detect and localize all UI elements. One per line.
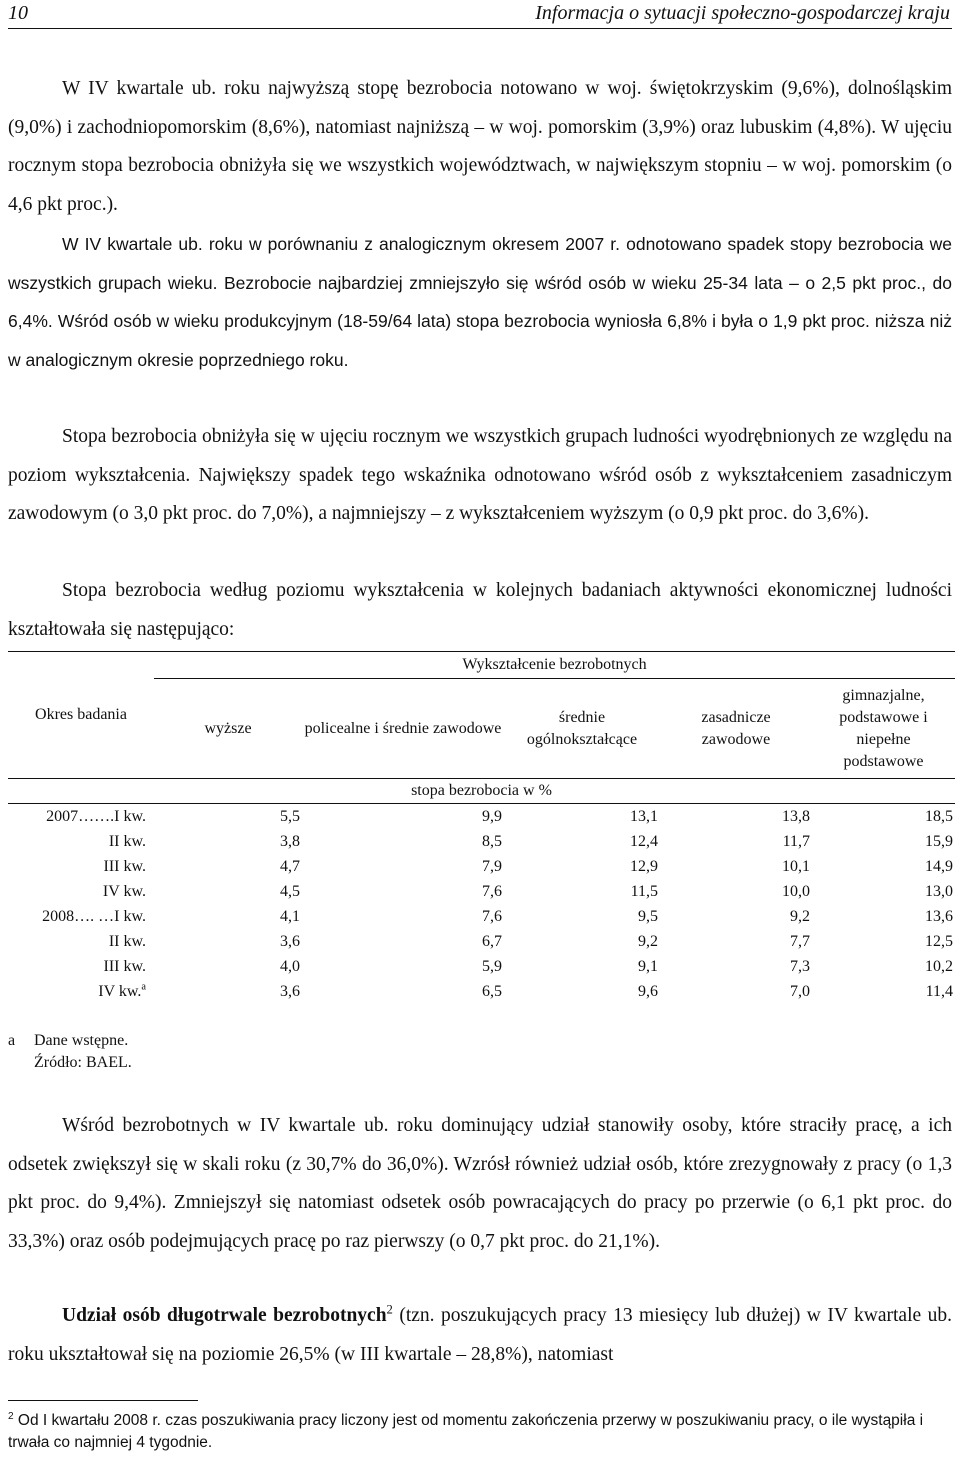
page-number: 10 [8, 2, 28, 24]
table-notes [8, 1030, 132, 1074]
table-row [8, 879, 955, 904]
footnote-mark: 2 [8, 1410, 14, 1422]
cell-value: 10,1 [782, 857, 810, 875]
row-period [8, 804, 154, 830]
note-mark: a [8, 1032, 16, 1049]
row-period [8, 904, 154, 929]
cell-value: 7,0 [790, 982, 810, 1000]
col-header-general-secondary: średnie ogólnokształcące [526, 708, 638, 748]
col-header-basic-vocational: zasadnicze zawodowe [701, 708, 771, 748]
cell-value: 10,2 [925, 957, 953, 975]
row-period-label: III kw. [103, 857, 146, 875]
row-period-label: III kw. [103, 957, 146, 975]
cell-value: 4,1 [280, 907, 300, 925]
cell-value: 3,6 [280, 932, 300, 950]
note-preliminary [8, 1030, 132, 1052]
cell-value: 11,7 [782, 832, 810, 850]
paragraph-long-term [8, 1297, 952, 1374]
table-row [8, 904, 955, 929]
cell-value: 13,1 [630, 807, 658, 825]
unemployment-by-education-table [8, 651, 955, 1004]
cell-value: 13,8 [782, 807, 810, 825]
paragraph-reasons: Wśród bezrobotnych w IV kwartale ub. roku dominujący udział stanowiły osoby, które straciły pracę, a ich odsetek zwiększył się w skali roku (z 30,7% do 36,0%). Wzrósł również udział osób, które zrezygnowały z pracy (o 1,3 pkt proc. do 9,4%). Zmniejszył się natomiast odsetek osób powracających do pracy po przerwie (o 6,1 pkt proc. do 33,3%) oraz osób podejmujących pracę po raz pierwszy (o 0,7 pkt proc. do 21,1%). [8, 1115, 952, 1252]
cell-value: 18,5 [925, 807, 953, 825]
row-period-label: II kw. [108, 832, 146, 850]
cell-value: 3,8 [280, 832, 300, 850]
footnote-rule [8, 1400, 198, 1401]
table-row [8, 854, 955, 879]
running-title: Informacja o sytuacji społeczno-gospodarczej kraju [535, 2, 950, 24]
cell-value: 5,5 [280, 807, 300, 825]
cell-value: 11,5 [630, 882, 658, 900]
row-period [8, 879, 154, 904]
cell-value: 6,7 [482, 932, 502, 950]
long-term-rest: (tzn. poszukujących pracy 13 miesięcy lub dłużej) w IV kwartale ub. roku ukształtował się na poziomie 26,5% (w III kwartale – 28,8%), natomiast [8, 1305, 953, 1365]
cell-value: 5,9 [482, 957, 502, 975]
row-period [8, 954, 154, 979]
row-period-label: II kw. [108, 932, 146, 950]
cell-value: 11,4 [925, 982, 953, 1000]
cell-value: 7,3 [790, 957, 810, 975]
table-row [8, 829, 955, 854]
row-period-label: 2008…. …I kw. [42, 907, 146, 925]
cell-value: 4,7 [280, 857, 300, 875]
footnote-text: Od I kwartału 2008 r. czas poszukiwania pracy liczony jest od momentu zakończenia przerwy w poszukiwaniu pracy, o ile wystąpiła i trwała co najmniej 4 tygodnie. [8, 1412, 924, 1451]
col-header-post-secondary: policealne i średnie zawodowe [304, 719, 502, 737]
table-row [8, 954, 955, 979]
cell-value: 9,2 [638, 932, 658, 950]
cell-value: 13,6 [925, 907, 953, 925]
table-row [8, 929, 955, 954]
row-period [8, 929, 154, 954]
period-header: Okres badania [8, 652, 154, 779]
page-header [8, 0, 952, 29]
table-body [8, 804, 955, 1005]
row-period-label: IV kw. [98, 982, 142, 1000]
cell-value: 12,4 [630, 832, 658, 850]
col-header-higher: wyższe [204, 719, 252, 737]
col-header-lower-secondary: gimnazjalne, podstawowe i niepełne podstawowe [839, 686, 928, 770]
table-row [8, 979, 955, 1004]
cell-value: 9,5 [638, 907, 658, 925]
unit-row: stopa bezrobocia w % [8, 779, 955, 804]
cell-value: 7,7 [790, 932, 810, 950]
education-group-header: Wykształcenie bezrobotnych [154, 652, 955, 679]
row-period [8, 979, 154, 1004]
cell-value: 9,1 [638, 957, 658, 975]
cell-value: 12,9 [630, 857, 658, 875]
cell-value: 3,6 [280, 982, 300, 1000]
note-source: Źródło: BAEL. [34, 1054, 132, 1071]
cell-value: 9,6 [638, 982, 658, 1000]
row-period [8, 854, 154, 879]
cell-value: 9,2 [790, 907, 810, 925]
row-period-label: 2007…….I kw. [46, 807, 146, 825]
cell-value: 7,6 [482, 882, 502, 900]
footnote [8, 1410, 952, 1454]
row-period-note-mark: a [141, 981, 146, 993]
footnote-ref: 2 [386, 1302, 393, 1317]
cell-value: 13,0 [925, 882, 953, 900]
paragraph-voivodeships: W IV kwartale ub. roku najwyższą stopę bezrobocia notowano w woj. świętokrzyskim (9,6%), dolnośląskim (9,0%) i zachodniopomorskim (8,6%), natomiast najniższą – w woj. pomorskim (3,9%) oraz lubuskim (4,8%). W ujęciu rocznym stopa bezrobocia obniżyła się we wszystkich województwach, w największym stopniu – w woj. pomorskim (o 4,6 pkt proc.). [8, 78, 952, 215]
cell-value: 15,9 [925, 832, 953, 850]
row-period-label: IV kw. [102, 882, 146, 900]
cell-value: 8,5 [482, 832, 502, 850]
cell-value: 4,0 [280, 957, 300, 975]
cell-value: 14,9 [925, 857, 953, 875]
paragraph-age-groups: W IV kwartale ub. roku w porównaniu z analogicznym okresem 2007 r. odnotowano spadek stopy bezrobocia we wszystkich grupach wieku. Bezrobocie najbardziej zmniejszyło się wśród osób w wieku 25-34 lata – o 2,5 pkt proc., do 6,4%. Wśród osób w wieku produkcyjnym (18-59/64 lata) stopa bezrobocia wyniosła 6,8% i była o 1,9 pkt proc. niższa niż w analogicznym okresie poprzedniego roku. [8, 234, 952, 370]
long-term-bold: Udział osób długotrwale bezrobotnych [62, 1305, 387, 1326]
cell-value: 12,5 [925, 932, 953, 950]
row-period [8, 829, 154, 854]
paragraph-education: Stopa bezrobocia obniżyła się w ujęciu rocznym we wszystkich grupach ludności wyodrębnionych ze względu na poziom wykształcenia. Największy spadek tego wskaźnika odnotowano wśród osób z wykształceniem zasadniczym zawodowym (o 3,0 pkt proc. do 7,0%), a najmniejszy – z wykształceniem wyższym (o 0,9 pkt proc. do 3,6%). [8, 426, 952, 524]
cell-value: 10,0 [782, 882, 810, 900]
cell-value: 7,9 [482, 857, 502, 875]
table-row [8, 804, 955, 830]
cell-value: 9,9 [482, 807, 502, 825]
cell-value: 7,6 [482, 907, 502, 925]
paragraph-table-intro: Stopa bezrobocia według poziomu wykształcenia w kolejnych badaniach aktywności ekonomicznej ludności kształtowała się następująco: [8, 580, 952, 640]
cell-value: 6,5 [482, 982, 502, 1000]
note-preliminary-text: Dane wstępne. [34, 1032, 129, 1049]
cell-value: 4,5 [280, 882, 300, 900]
